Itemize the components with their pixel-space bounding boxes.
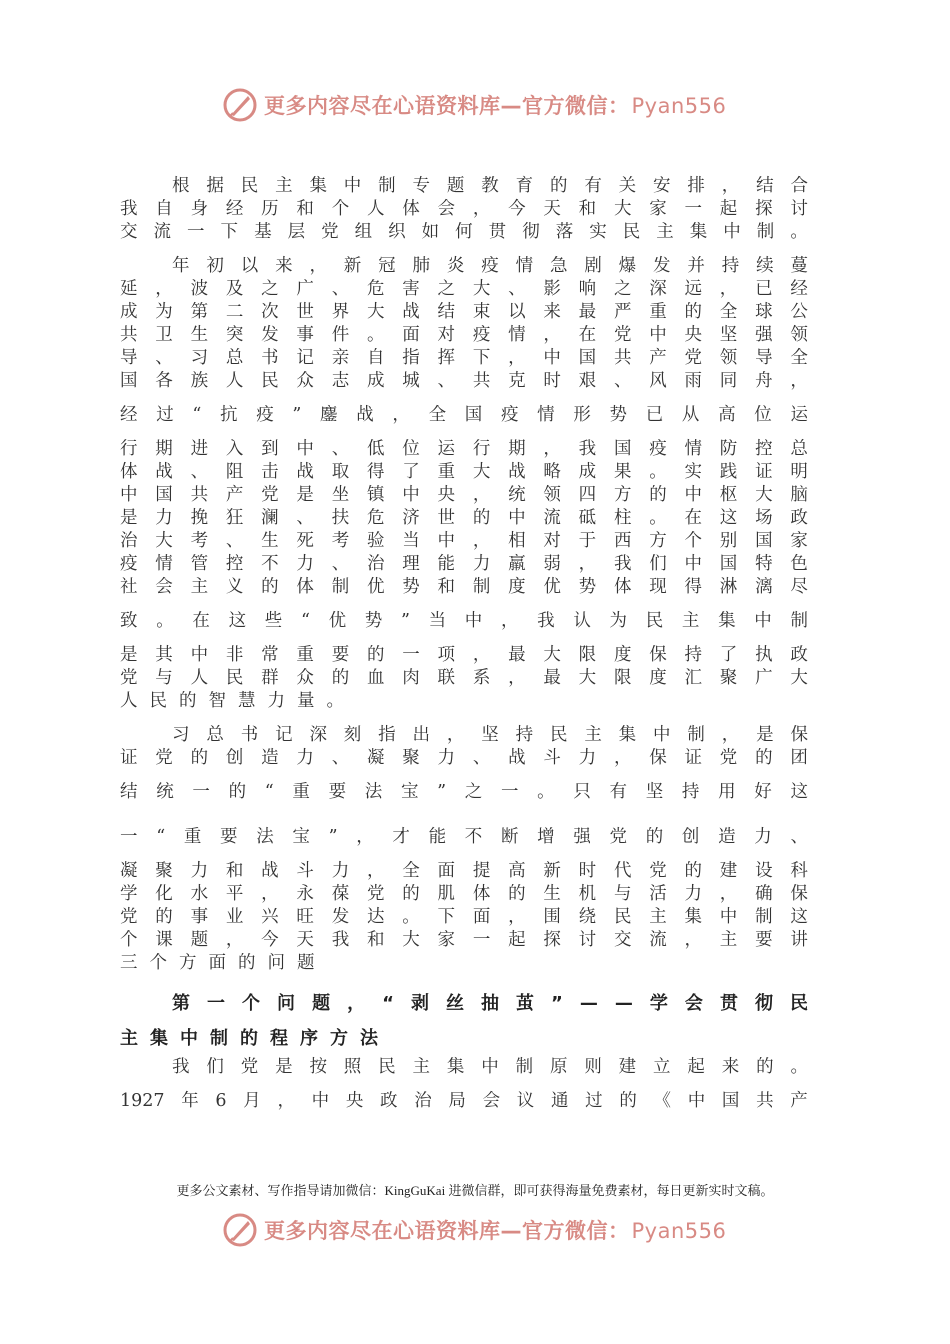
text-line: 行 期 进 入 到 中 、 低 位 运 行 期 ， 我 国 疫 情 防 控 总 [120,439,808,459]
text-line: 凝 聚 力 和 战 斗 力 ， 全 面 提 高 新 时 代 党 的 建 设 科 [120,861,808,881]
bottom-watermark-banner [222,1208,726,1252]
text-line: 一 “ 重 要 法 宝 ” ， 才 能 不 断 增 强 党 的 创 造 力 、 [120,827,808,847]
text-line: 成 为 第 二 次 世 界 大 战 结 束 以 来 最 严 重 的 全 球 公 [120,302,808,322]
text-line: 共 卫 生 突 发 事 件 。 面 对 疫 情 ， 在 党 中 央 坚 强 领 [120,325,808,345]
text-line: 学 化 水 平 ， 永 葆 党 的 肌 体 的 生 机 与 活 力 ， 确 保 [120,884,808,904]
text-line: 国 各 族 人 民 众 志 成 城 、 共 克 时 艰 、 风 雨 同 舟 ， [120,371,808,391]
text-line: 社 会 主 义 的 体 制 优 势 和 制 度 优 势 体 现 得 淋 漓 尽 [120,577,808,597]
footer-note: 更多公文素材、写作指导请加微信：KingGuKai 进微信群，即可获得海量免费素材，每日更新实时文稿。 [176,1183,774,1198]
text-line: 结 统 一 的 “ 重 要 法 宝 ” 之 一 。 只 有 坚 持 用 好 这 [120,782,808,802]
text-line: 中 国 共 产 党 是 坐 镇 中 央 ， 统 领 四 方 的 中 枢 大 脑 [120,485,808,505]
text-line: 交 流 一 下 基 层 党 组 织 如 何 贯 彻 落 实 民 主 集 中 制 。 [120,222,808,242]
quill-logo-icon [222,1212,258,1248]
text-line: 疫 情 管 控 不 力 、 治 理 能 力 羸 弱 ， 我 们 中 国 特 色 [120,554,808,574]
text-line: 三 个 方 面 的 问 题 [120,953,315,973]
text-line: 党 与 人 民 群 众 的 血 肉 联 系 ， 最 大 限 度 汇 聚 广 大 [120,668,808,688]
text-line: 第 一 个 问 题 ， “ 剥 丝 抽 茧 ” — — 学 会 贯 彻 民 [172,993,808,1014]
banner-wechat-id: Pyan556 [631,1219,727,1243]
banner-brand: 更多内容尽在心语资料库—官方微信： [264,1219,630,1243]
text-line: 党 的 事 业 兴 旺 发 达 。 下 面 ， 围 绕 民 主 集 中 制 这 [120,907,808,927]
text-line: 证 党 的 创 造 力 、 凝 聚 力 、 战 斗 力 ， 保 证 党 的 团 [120,748,808,768]
text-line: 经 过 “ 抗 疫 ” 鏖 战 ， 全 国 疫 情 形 势 已 从 高 位 运 [120,405,808,425]
text-line: 是 力 挽 狂 澜 、 扶 危 济 世 的 中 流 砥 柱 。 在 这 场 政 [120,508,808,528]
text-line: 治 大 考 、 生 死 考 验 当 中 ， 相 对 于 西 方 个 别 国 家 [120,531,808,551]
banner-text [264,90,726,120]
text-line: 习 总 书 记 深 刻 指 出 ， 坚 持 民 主 集 中 制 ， 是 保 [172,725,808,745]
text-line: 延 ， 波 及 之 广 、 危 害 之 大 、 影 响 之 深 远 ， 已 经 [120,279,808,299]
text-line: 个 课 题 ， 今 天 我 和 大 家 一 起 探 讨 交 流 ， 主 要 讲 [120,930,808,950]
banner-brand: 更多内容尽在心语资料库—官方微信： [264,94,630,118]
text-line: 主 集 中 制 的 程 序 方 法 [120,1028,378,1049]
text-line: 1927 年 6 月 ， 中 央 政 治 局 会 议 通 过 的 《 中 国 共 产 [120,1091,808,1111]
text-line: 我 自 身 经 历 和 个 人 体 会 ， 今 天 和 大 家 一 起 探 讨 [120,199,808,219]
top-watermark-banner [222,83,726,127]
text-line: 年 初 以 来 ， 新 冠 肺 炎 疫 情 急 剧 爆 发 并 持 续 蔓 [172,256,808,276]
text-line: 是 其 中 非 常 重 要 的 一 项 ， 最 大 限 度 保 持 了 执 政 [120,645,808,665]
text-line: 致 。 在 这 些 “ 优 势 ” 当 中 ， 我 认 为 民 主 集 中 制 [120,611,808,631]
article-body [120,175,808,1113]
text-line: 导 、 习 总 书 记 亲 自 指 挥 下 ， 中 国 共 产 党 领 导 全 [120,348,808,368]
text-line: 体 战 、 阻 击 战 取 得 了 重 大 战 略 成 果 。 实 践 证 明 [120,462,808,482]
quill-logo-icon [222,87,258,123]
banner-text [264,1215,726,1245]
text-line: 人 民 的 智 慧 力 量 。 [120,691,344,711]
text-line: 我 们 党 是 按 照 民 主 集 中 制 原 则 建 立 起 来 的 。 [172,1057,808,1077]
banner-wechat-id: Pyan556 [631,94,727,118]
text-line: 根 据 民 主 集 中 制 专 题 教 育 的 有 关 安 排 ， 结 合 [172,176,808,196]
